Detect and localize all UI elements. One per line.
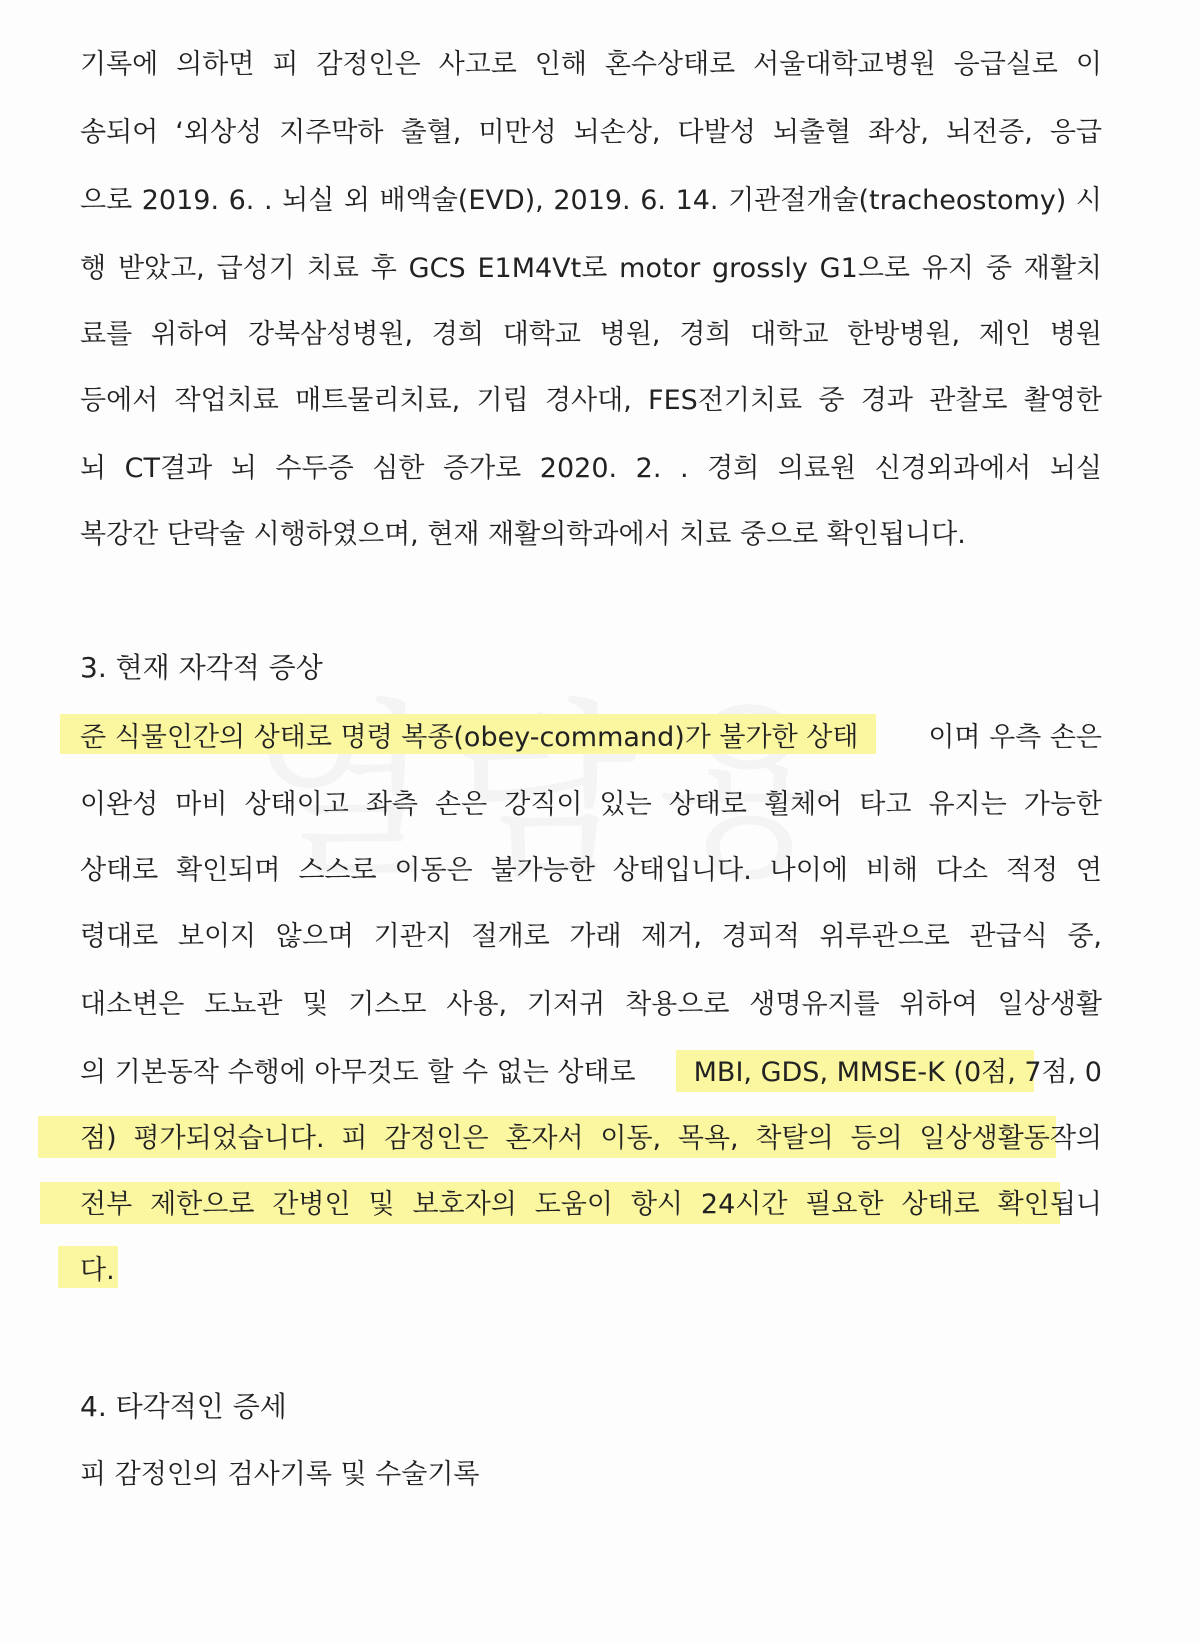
- highlighted-text: 준 식물인간의 상태로 명령 복종(obey-command)가 불가한 상태: [80, 722, 859, 753]
- highlighted-text: MBI, GDS, MMSE-K (0점, 7점, 0: [693, 1057, 1102, 1088]
- section3-line: 대소변은 도뇨관 및 기스모 사용, 기저귀 착용으로 생명유지를 위하여 일상생활: [80, 989, 1102, 1020]
- section3-line: 령대로 보이지 않으며 기관지 절개로 가래 제거, 경피적 위루관으로 관급식 중,: [80, 921, 1102, 952]
- section3-heading: 3. 현재 자각적 증상: [80, 651, 323, 684]
- paragraph1-line: 복강간 단락술 시행하였으며, 현재 재활의학과에서 치료 중으로 확인됩니다.: [80, 519, 966, 550]
- plain-text: 이며 우측 손은: [928, 722, 1102, 753]
- section3-line: [80, 715, 1102, 761]
- paragraph1-line: 뇌 CT결과 뇌 수두증 심한 증가로 2020. 2. . 경희 의료원 신경외과에서 뇌실: [80, 453, 1102, 484]
- paragraph1-line: 송되어 ‘외상성 지주막하 출혈, 미만성 뇌손상, 다발성 뇌출혈 좌상, 뇌전증, 응급: [80, 117, 1102, 148]
- section3-line: 이완성 마비 상태이고 좌측 손은 강직이 있는 상태로 휠체어 타고 유지는 가능한: [80, 789, 1102, 820]
- section3-line: 전부 제한으로 간병인 및 보호자의 도움이 항시 24시간 필요한 상태로 확인됩니: [80, 1189, 1102, 1220]
- section3-line: [80, 1050, 1102, 1096]
- paragraph1-line: 행 받았고, 급성기 치료 후 GCS E1M4Vt로 motor grossly G1으로 유지 중 재활치: [80, 253, 1102, 284]
- plain-text: 의 기본동작 수행에 아무것도 할 수 없는 상태로: [80, 1057, 636, 1088]
- paragraph1-line: 으로 2019. 6. . 뇌실 외 배액술(EVD), 2019. 6. 14. 기관절개술(tracheostomy) 시: [80, 185, 1102, 216]
- paragraph1-line: 료를 위하여 강북삼성병원, 경희 대학교 병원, 경희 대학교 한방병원, 제인 병원: [80, 319, 1102, 350]
- section4-heading: 4. 타각적인 증세: [80, 1390, 287, 1423]
- section4-line: 피 감정인의 검사기록 및 수술기록: [80, 1459, 480, 1490]
- paragraph1-line: 기록에 의하면 피 감정인은 사고로 인해 혼수상태로 서울대학교병원 응급실로 이: [80, 49, 1102, 80]
- section3-line: 상태로 확인되며 스스로 이동은 불가능한 상태입니다. 나이에 비해 다소 적정 연: [80, 855, 1102, 886]
- section3-line: 다.: [80, 1255, 115, 1286]
- section3-line: 점) 평가되었습니다. 피 감정인은 혼자서 이동, 목욕, 착탈의 등의 일상생활동작의: [80, 1123, 1102, 1154]
- paragraph1-line: 등에서 작업치료 매트물리치료, 기립 경사대, FES전기치료 중 경과 관찰로 촬영한: [80, 385, 1102, 416]
